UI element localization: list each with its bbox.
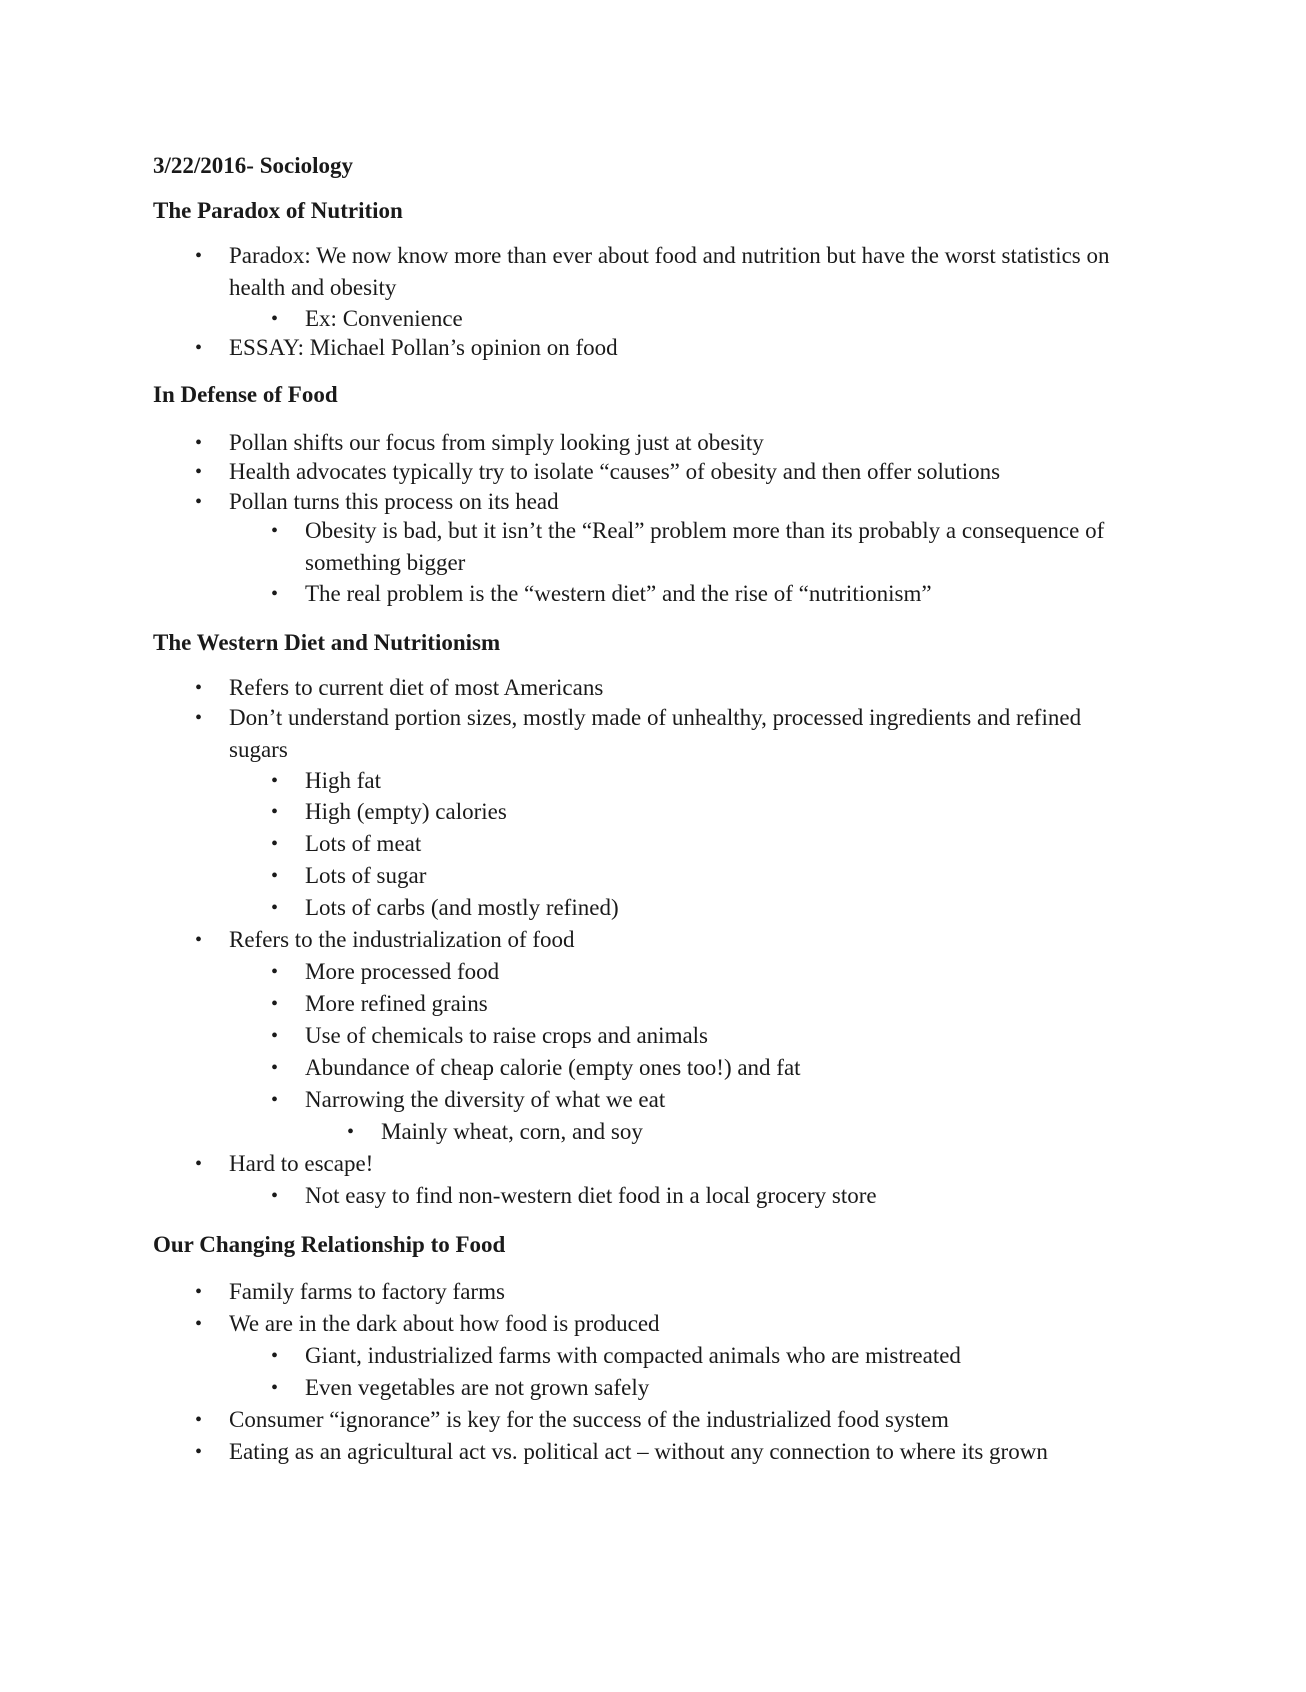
bullet-item: • Lots of carbs (and mostly refined) [305,892,1135,924]
bullet-dot-icon: • [195,491,203,513]
bullet-item: • We are in the dark about how food is produced [229,1308,1129,1340]
bullet-dot-icon: • [195,1313,203,1335]
bullet-item: • Refers to the industrialization of food [229,924,1129,956]
bullet-dot-icon: • [271,961,279,983]
bullet-dot-icon: • [271,1377,279,1399]
bullet-dot-icon: • [195,929,203,951]
bullet-item: • Obesity is bad, but it isn’t the “Real” problem more than its probably a consequence of something bigger [305,515,1135,579]
bullet-dot-icon: • [195,245,203,267]
bullet-item: • Pollan turns this process on its head [229,486,1129,518]
bullet-dot-icon: • [195,1441,203,1463]
bullet-item: • Not easy to find non-western diet food in a local grocery store [305,1180,1135,1212]
bullet-dot-icon: • [271,770,279,792]
bullet-dot-icon: • [271,1345,279,1367]
bullet-dot-icon: • [195,1281,203,1303]
document-title: 3/22/2016- Sociology [153,153,353,178]
bullet-dot-icon: • [271,801,279,823]
bullet-item: • Lots of meat [305,828,1135,860]
bullet-dot-icon: • [195,707,203,729]
section-heading-paradox: The Paradox of Nutrition [153,198,403,223]
bullet-dot-icon: • [195,677,203,699]
bullet-item: • The real problem is the “western diet” and the rise of “nutritionism” [305,578,1135,610]
bullet-item: • Even vegetables are not grown safely [305,1372,1135,1404]
bullet-item: • High (empty) calories [305,796,1135,828]
bullet-item: • Mainly wheat, corn, and soy [381,1116,1141,1148]
section-heading-western-diet: The Western Diet and Nutritionism [153,630,501,655]
bullet-dot-icon: • [195,1409,203,1431]
bullet-item: • Lots of sugar [305,860,1135,892]
bullet-item: • More refined grains [305,988,1135,1020]
bullet-item: • Giant, industrialized farms with compacted animals who are mistreated [305,1340,1135,1372]
bullet-item: • Use of chemicals to raise crops and animals [305,1020,1135,1052]
bullet-item: • Refers to current diet of most Americans [229,672,1129,704]
bullet-dot-icon: • [271,1185,279,1207]
bullet-dot-icon: • [271,583,279,605]
bullet-item: • High fat [305,765,1135,797]
bullet-dot-icon: • [195,1153,203,1175]
bullet-dot-icon: • [271,865,279,887]
bullet-item: • Consumer “ignorance” is key for the success of the industrialized food system [229,1404,1129,1436]
bullet-dot-icon: • [271,1025,279,1047]
bullet-item: • Eating as an agricultural act vs. political act – without any connection to where its grown [229,1436,1129,1468]
section-heading-changing-relationship: Our Changing Relationship to Food [153,1232,506,1257]
bullet-item: • Family farms to factory farms [229,1276,1129,1308]
bullet-dot-icon: • [271,897,279,919]
bullet-item: • Health advocates typically try to isolate “causes” of obesity and then offer solutions [229,456,1129,488]
bullet-item: • Pollan shifts our focus from simply looking just at obesity [229,427,1129,459]
bullet-dot-icon: • [271,833,279,855]
bullet-dot-icon: • [195,432,203,454]
bullet-dot-icon: • [271,308,279,330]
bullet-dot-icon: • [271,1057,279,1079]
bullet-item: • ESSAY: Michael Pollan’s opinion on food [229,332,1129,364]
bullet-item: • Don’t understand portion sizes, mostly made of unhealthy, processed ingredients and refined sugars [229,702,1129,766]
bullet-item: • Abundance of cheap calorie (empty ones too!) and fat [305,1052,1135,1084]
bullet-dot-icon: • [271,1089,279,1111]
section-heading-defense: In Defense of Food [153,382,338,407]
bullet-item: • More processed food [305,956,1135,988]
bullet-dot-icon: • [271,520,279,542]
bullet-dot-icon: • [195,461,203,483]
bullet-dot-icon: • [271,993,279,1015]
bullet-item: • Hard to escape! [229,1148,1129,1180]
bullet-item: • Narrowing the diversity of what we eat [305,1084,1135,1116]
bullet-item: • Ex: Convenience [305,303,1135,335]
bullet-dot-icon: • [347,1121,355,1143]
bullet-dot-icon: • [195,337,203,359]
bullet-item: • Paradox: We now know more than ever about food and nutrition but have the worst statistics on health and obesity [229,240,1129,304]
